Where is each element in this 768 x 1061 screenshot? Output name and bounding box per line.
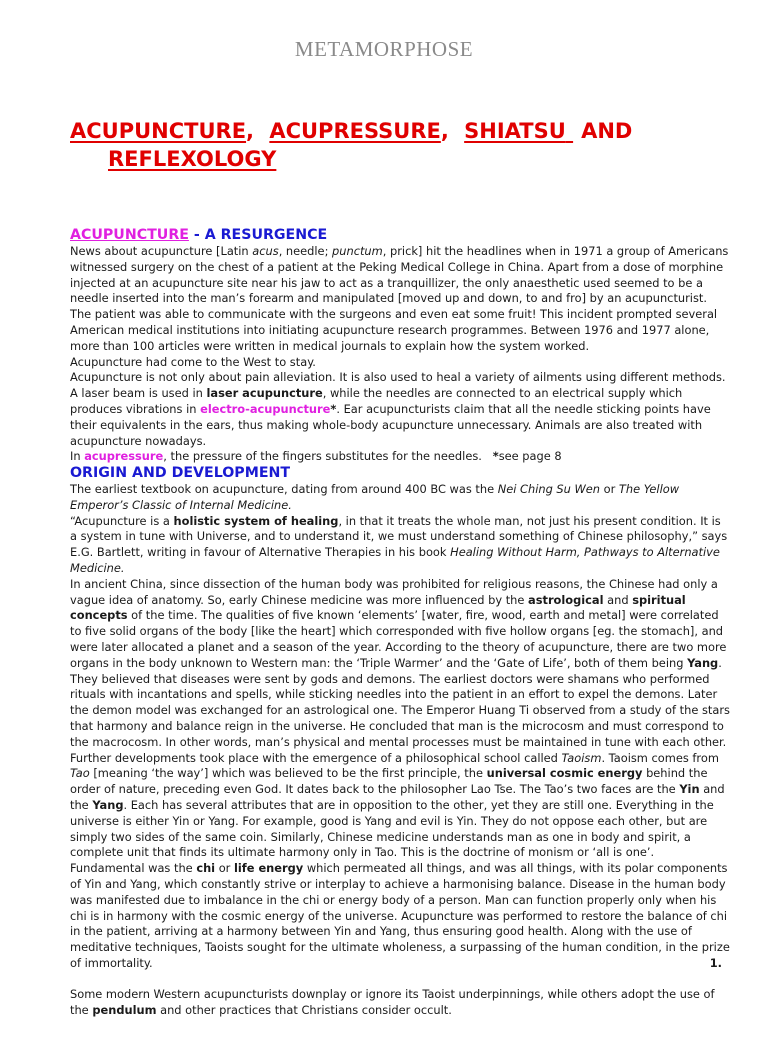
section-resurgence bbox=[70, 226, 730, 465]
paragraph: Further developments took place with the emergence of a philosophical school called Taoism. Taoism comes from Tao [meaning ‘the way’] which was believed to be the first principle, the universal cosmic energy behind the order of nature, preceding even God. It dates back to the philosopher Lao Tse. The Tao’s two faces are the Yin and the Yang. Each has several attributes that are in opposition to the other, yet they are still one. Everything in the universe is either Yin or Yang. For example, good is Yang and evil is Yin. They do not oppose each other, but are simply two sides of the same coin. Similarly, Chinese medicine understands man as one in body and spirit, a complete unit that finds its ultimate harmony only in Tao. This is the doctrine of monism or ‘all is one’. Fundamental was the chi or life energy which permeated all things, and was all things, with its polar components of Yin and Yang, which constantly strive or interplay to achieve a harmonising balance. Disease in the human body was manifested due to imbalance in the chi or energy body of a person. Man can function properly only when his chi is in harmony with the cosmic energy of the universe. Acupuncture was performed to restore the balance of chi in the patient, arriving at a harmony between Yin and Yang, thus ensuring good health. Along with the use of meditative techniques, Taoists sought for the ultimate wholeness, a surpassing of the human condition, in the prize of immortality. 1. bbox=[70, 750, 730, 970]
main-title bbox=[70, 117, 768, 173]
paragraph: The earliest textbook on acupuncture, dating from around 400 BC was the Nei Ching Su Wen or The Yellow Emperor’s Classic of Internal Medicine. bbox=[70, 482, 680, 512]
paragraph: News about acupuncture [Latin acus, needle; punctum, prick] hit the headlines when in 1971 a group of Americans witnessed surgery on the chest of a patient at the Peking Medical College in China. Apart from a dose of morphine injected at an acupuncture site near his jaw to act as a tranquillizer, the only anaesthetic used seemed to be a needle inserted into the man’s forearm and manipulated [moved up and down, to and fro] by an acupuncturist. bbox=[70, 244, 729, 306]
electro-acupuncture-link[interactable]: electro-acupuncture bbox=[200, 401, 331, 416]
paragraph: A laser beam is used in laser acupuncture, while the needles are connected to an electrical supply which produces vibrations in electro-acupuncture*. Ear acupuncturists claim that all the needle sticking points have their equivalents in the ears, thus making whole-body acupuncture unnecessary. Animals are also treated with acupuncture nowadays. bbox=[70, 386, 711, 448]
section-heading-origin: ORIGIN AND DEVELOPMENT bbox=[70, 465, 291, 481]
title-shiatsu: SHIATSU bbox=[464, 119, 566, 143]
paragraph: “Acupuncture is a holistic system of healing, in that it treats the whole man, not just his present condition. It is a system in tune with Universe, and to understand it, we must understand something of Chinese philosophy,” says E.G. Bartlett, writing in favour of Alternative Therapies in his book Healing Without Harm, Pathways to Alternative Medicine. bbox=[70, 513, 728, 575]
title-acupressure: ACUPRESSURE bbox=[269, 119, 441, 143]
paragraph: Acupuncture had come to the West to stay. bbox=[70, 354, 316, 369]
title-and: AND bbox=[581, 119, 633, 143]
footnote-number: 1. bbox=[709, 955, 722, 970]
section-heading-resurgence: ACUPUNCTURE - A RESURGENCE bbox=[70, 227, 328, 243]
document-header: METAMORPHOSE bbox=[294, 37, 474, 61]
paragraph: Some modern Western acupuncturists downplay or ignore its Taoist underpinnings, while others adopt the use of the pendulum and other practices that Christians consider occult. bbox=[70, 986, 715, 1017]
paragraph: In ancient China, since dissection of the human body was prohibited for religious reasons, the Chinese had only a vague idea of anatomy. So, early Chinese medicine was more influenced by the astrological and spiritual concepts of the time. The qualities of five known ‘elements’ [water, fire, wood, earth and metal] were correlated to five solid organs of the body [like the heart] which corresponded with five hollow organs [eg. the stomach], and were later allocated a planet and a season of the year. According to the theory of acupuncture, there are two more organs in the body unknown to Western man: the ‘Triple Warmer’ and the ‘Gate of Life’, both of them being Yang. bbox=[70, 576, 727, 670]
title-separator: , bbox=[440, 119, 449, 143]
paragraph: Acupuncture is not only about pain alleviation. It is also used to heal a variety of ailments using different methods. bbox=[70, 370, 726, 385]
paragraph: In acupressure, the pressure of the fingers substitutes for the needles. *see page 8 bbox=[70, 449, 562, 464]
title-separator: , bbox=[246, 119, 255, 143]
acupressure-link[interactable]: acupressure bbox=[84, 449, 164, 464]
title-reflexology: REFLEXOLOGY bbox=[108, 147, 277, 171]
acupuncture-link[interactable]: ACUPUNCTURE bbox=[70, 227, 189, 243]
section-origin bbox=[70, 464, 730, 1018]
paragraph: The patient was able to communicate with the surgeons and even eat some fruit! This incident prompted several American medical institutions into initiating acupuncture research programmes. Between 1976 and 1977 alone, more than 100 articles were written in medical journals to explain how the system worked. bbox=[70, 307, 718, 353]
title-acupuncture: ACUPUNCTURE bbox=[70, 119, 247, 143]
paragraph: They believed that diseases were sent by gods and demons. The earliest doctors were shamans who performed rituals with incantations and spells, while sticking needles into the patient in an effort to expel the demons. Later the demon model was exchanged for an astrological one. The Emperor Huang Ti observed from a study of the stars that harmony and balance reign in the universe. He concluded that man is the microcosm and must correspond to the macrocosm. In other words, man’s physical and mental processes must be maintained in tune with each other. bbox=[70, 671, 730, 749]
